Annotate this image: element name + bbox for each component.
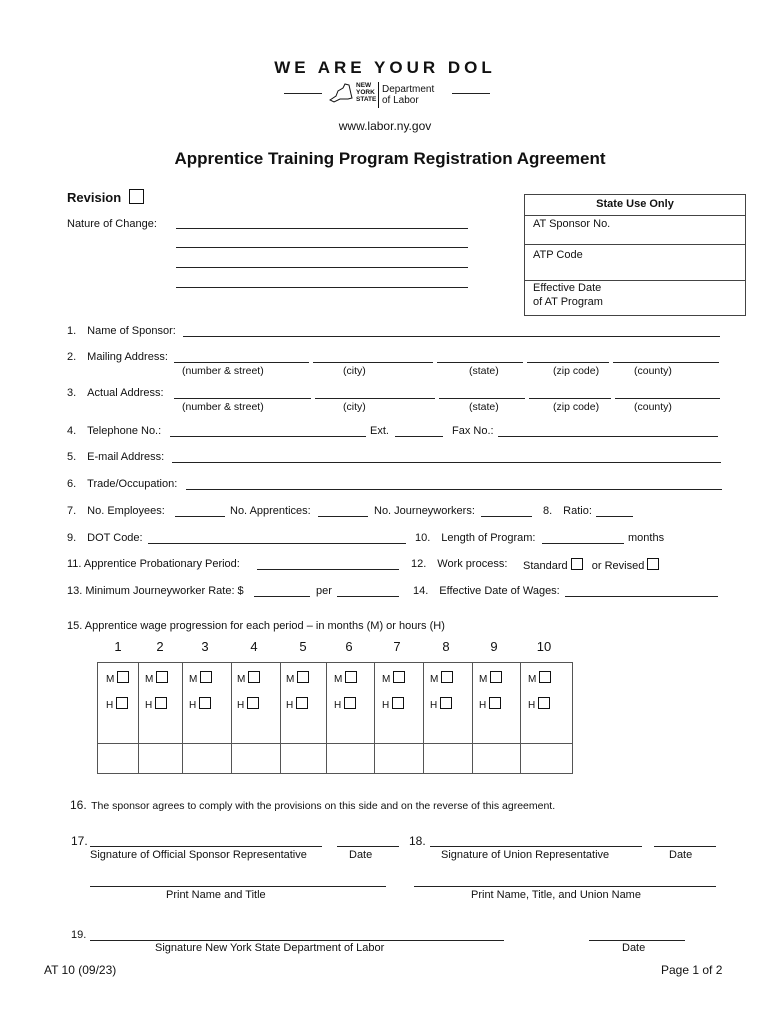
form-id: AT 10 (09/23) [44,963,117,977]
sponsor-print-name-field[interactable] [90,886,386,887]
mailing-state-field[interactable] [437,362,523,363]
period-7-m-checkbox[interactable] [393,671,405,683]
mailing-city-field[interactable] [313,362,433,363]
trade-label: 6. Trade/Occupation: [67,478,178,490]
mailing-zip-caption: (zip code) [553,365,600,377]
sig17-number: 17. [71,834,88,848]
period-7-h[interactable]: H [382,697,404,711]
period-10-m[interactable]: M [528,671,551,685]
mailing-county-caption: (county) [634,365,672,377]
mailing-address-label: 2. Mailing Address: [67,351,168,363]
employees-field[interactable] [175,516,225,517]
period-6-m-checkbox[interactable] [345,671,357,683]
fax-label: Fax No.: [452,425,494,437]
apprentices-field[interactable] [318,516,368,517]
period-3-h[interactable]: H [189,697,211,711]
sponsor-date-label: Date [349,849,373,861]
mailing-street-caption: (number & street) [182,365,264,377]
nature-of-change-line-4[interactable] [176,287,468,288]
sponsor-signature-field[interactable] [90,846,322,847]
sig18-number: 18. [409,834,426,848]
agreement-text: The sponsor agrees to comply with the provisions on this side and on the reverse of this agreement. [91,800,556,812]
actual-street-caption: (number & street) [182,401,264,413]
probationary-label: 11. Apprentice Probationary Period: [67,558,240,570]
period-6-h[interactable]: H [334,697,356,711]
journeyworkers-field[interactable] [481,516,532,517]
sponsor-signature-label: Signature of Official Sponsor Representative [90,849,307,861]
sponsor-date-field[interactable] [337,846,399,847]
period-2-m[interactable]: M [145,671,168,685]
logo-state-line-2: YORK [356,89,375,96]
union-date-label: Date [669,849,693,861]
sponsor-print-name-label: Print Name and Title [166,889,266,901]
period-9-m-checkbox[interactable] [490,671,502,683]
ext-label: Ext. [370,425,389,437]
period-7-m[interactable]: M [382,671,405,685]
per-field[interactable] [337,596,399,597]
dol-signature-field[interactable] [90,940,504,941]
journeyworkers-label: No. Journeyworkers: [374,505,475,517]
period-number-6: 6 [345,639,353,654]
period-9-m[interactable]: M [479,671,502,685]
period-number-10: 10 [536,639,552,654]
period-10-m-checkbox[interactable] [539,671,551,683]
standard-label: Standard [523,560,568,572]
period-6-m[interactable]: M [334,671,357,685]
length-of-program-label: 10. Length of Program: [415,532,536,544]
period-number-7: 7 [393,639,401,654]
period-10-h[interactable]: H [528,697,550,711]
revision-checkbox[interactable] [129,189,144,204]
period-5-h[interactable]: H [286,697,308,711]
period-3-m[interactable]: M [189,671,212,685]
employees-label: 7. No. Employees: [67,505,165,517]
state-use-title: State Use Only [596,198,674,210]
period-8-m[interactable]: M [430,671,453,685]
period-5-h-checkbox[interactable] [296,697,308,709]
revised-checkbox[interactable] [647,558,659,570]
website-link[interactable]: www.labor.ny.gov [338,119,432,133]
actual-city-caption: (city) [343,401,366,413]
work-process-label: 12. Work process: [411,558,508,570]
period-1-m-checkbox[interactable] [117,671,129,683]
period-3-m-checkbox[interactable] [200,671,212,683]
union-print-name-field[interactable] [414,886,716,887]
standard-checkbox[interactable] [571,558,583,570]
sponsor-name-field[interactable] [183,336,720,337]
dol-logo [284,82,494,112]
period-2-h[interactable]: H [145,697,167,711]
dot-code-label: 9. DOT Code: [67,532,143,544]
dol-signature-label: Signature New York State Department of Labor [155,942,385,954]
period-10-h-checkbox[interactable] [538,697,550,709]
period-2-h-checkbox[interactable] [155,697,167,709]
atp-code-label: ATP Code [533,249,583,261]
period-9-h-checkbox[interactable] [489,697,501,709]
at-sponsor-no-label: AT Sponsor No. [533,218,611,230]
period-1-h-checkbox[interactable] [116,697,128,709]
period-6-h-checkbox[interactable] [344,697,356,709]
logo-state-line-1: NEW [356,82,372,89]
union-signature-field[interactable] [430,846,642,847]
period-number-9: 9 [490,639,498,654]
ext-field[interactable] [395,436,443,437]
period-3-h-checkbox[interactable] [199,697,211,709]
period-number-3: 3 [201,639,209,654]
telephone-label: 4. Telephone No.: [67,425,162,437]
actual-county-field[interactable] [615,398,720,399]
trade-field[interactable] [186,489,722,490]
period-number-5: 5 [299,639,307,654]
union-signature-label: Signature of Union Representative [441,849,610,861]
period-7-h-checkbox[interactable] [392,697,404,709]
ny-state-map-icon [326,82,356,104]
period-1-h[interactable]: H [106,697,128,711]
period-5-m-checkbox[interactable] [297,671,309,683]
sponsor-name-label: 1. Name of Sponsor: [67,325,176,337]
min-rate-field[interactable] [254,596,310,597]
period-8-h[interactable]: H [430,697,452,711]
period-1-m[interactable]: M [106,671,129,685]
nature-of-change-line-2[interactable] [176,247,468,248]
agreement-number: 16. [70,798,87,812]
slogan: WE ARE YOUR DOL [274,58,496,77]
revision-label: Revision [67,190,122,205]
logo-dept-line-1: Department [382,84,435,95]
revised-label: or Revised [591,560,645,572]
min-rate-label: 13. Minimum Journeyworker Rate: $ [67,585,244,597]
dol-date-label: Date [622,942,646,954]
period-2-m-checkbox[interactable] [156,671,168,683]
period-8-h-checkbox[interactable] [440,697,452,709]
nature-of-change-line-3[interactable] [176,267,468,268]
ratio-label: 8. Ratio: [543,505,592,517]
email-field[interactable] [172,462,721,463]
per-label: per [316,585,332,597]
actual-county-caption: (county) [634,401,672,413]
union-print-name-label: Print Name, Title, and Union Name [471,889,641,901]
actual-city-field[interactable] [315,398,435,399]
logo-state-line-3: STATE [356,96,377,103]
period-5-m[interactable]: M [286,671,309,685]
apprentices-label: No. Apprentices: [230,505,311,517]
mailing-zip-field[interactable] [527,362,609,363]
mailing-street-field[interactable] [174,362,309,363]
period-4-h[interactable]: H [237,697,259,711]
fax-field[interactable] [498,436,718,437]
ratio-field[interactable] [596,516,633,517]
period-8-m-checkbox[interactable] [441,671,453,683]
page-number: Page 1 of 2 [661,963,723,977]
union-date-field[interactable] [654,846,716,847]
period-4-h-checkbox[interactable] [247,697,259,709]
mailing-state-caption: (state) [469,365,499,377]
effective-wages-field[interactable] [565,596,718,597]
period-number-2: 2 [156,639,164,654]
effective-date-label-2: of AT Program [533,296,603,308]
wage-progression-label: 15. Apprentice wage progression for each period – in months (M) or hours (H) [67,620,445,632]
actual-zip-field[interactable] [529,398,611,399]
period-number-1: 1 [114,639,122,654]
nature-of-change-line-1[interactable] [176,228,468,229]
nature-of-change-label: Nature of Change: [67,218,157,230]
probationary-field[interactable] [257,569,399,570]
length-of-program-field[interactable] [542,543,624,544]
sig19-number: 19. [71,929,87,941]
months-label: months [628,532,665,544]
logo-dept-line-2: of Labor [382,95,419,106]
period-4-m[interactable]: M [237,671,260,685]
email-label: 5. E-mail Address: [67,451,165,463]
actual-street-field[interactable] [174,398,311,399]
period-9-h[interactable]: H [479,697,501,711]
actual-state-field[interactable] [439,398,525,399]
actual-state-caption: (state) [469,401,499,413]
page-title: Apprentice Training Program Registration Agreement [174,149,606,168]
telephone-field[interactable] [170,436,366,437]
period-4-m-checkbox[interactable] [248,671,260,683]
actual-zip-caption: (zip code) [553,401,600,413]
effective-wages-label: 14. Effective Date of Wages: [413,585,560,597]
effective-date-label-1: Effective Date [533,282,602,294]
period-number-8: 8 [442,639,450,654]
dol-date-field[interactable] [589,940,685,941]
dot-code-field[interactable] [148,543,406,544]
mailing-city-caption: (city) [343,365,366,377]
state-use-box [524,194,746,316]
period-number-4: 4 [250,639,258,654]
actual-address-label: 3. Actual Address: [67,387,164,399]
mailing-county-field[interactable] [613,362,719,363]
